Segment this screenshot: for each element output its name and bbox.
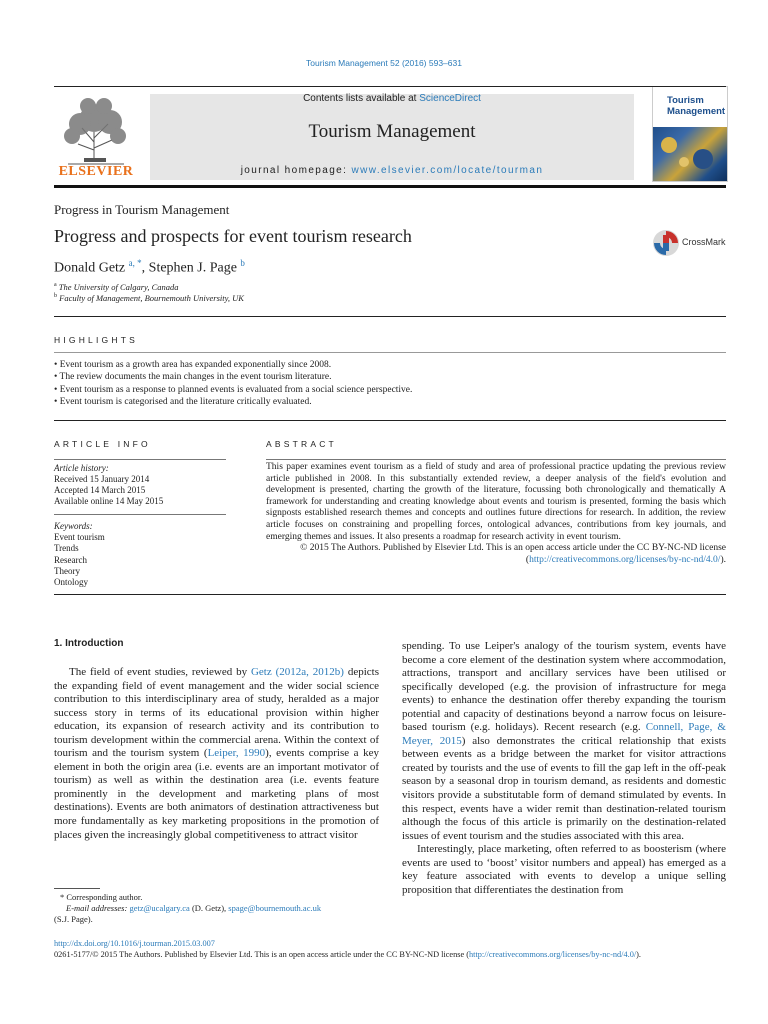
text-run: ), events comprise a key element in both the origin area (i.e. events are an important motivator of tourism) as well as within the destination area (i.e. events feature prominently in the development and marketing plans of most destinations). Events are both animators of destination attractiveness but more fundamentally as key marketing propositions in the promotion of places given the increasingly global competitiveness to attract visitor <box>54 747 380 841</box>
affil-a-marker: a <box>54 282 57 289</box>
cover-title-line2: Management <box>667 106 726 117</box>
journal-reference[interactable]: Tourism Management 52 (2016) 593–631 <box>306 58 462 68</box>
homepage-prefix: journal homepage: <box>240 165 352 176</box>
footnote-corr-text: Corresponding author. <box>66 892 143 902</box>
author-line <box>54 258 245 277</box>
footnote-corresponding <box>54 892 142 903</box>
online-date: Available online 14 May 2015 <box>54 496 164 506</box>
author-getz-affil-link[interactable]: a, * <box>128 258 142 268</box>
author-separator: , <box>141 260 149 276</box>
abstract-bottom-rule <box>54 594 726 595</box>
received-date: Received 15 January 2014 <box>54 474 150 484</box>
intro-right-column <box>402 640 726 897</box>
crossmark-button[interactable] <box>652 228 732 260</box>
doi-link[interactable]: http://dx.doi.org/10.1016/j.tourman.2015.03.007 <box>54 939 215 948</box>
intro-heading: 1. Introduction <box>54 638 124 649</box>
intro-paragraph <box>402 640 726 843</box>
text-run: The field of event studies, reviewed by <box>69 666 251 678</box>
footnote-star: * <box>60 892 65 902</box>
highlight-text: Event tourism as a response to planned events is evaluated from a social science perspective. <box>59 385 413 395</box>
text-run: depicts the expanding field of event management and the wider social science contribution to this interdisciplinary area of study, heralded as a major success story in terms of its educational provision within higher education, its expansion of research activity and its contribution to tourism development within the commercial arena. Within the context of tourism and the tourism system ( <box>54 666 379 760</box>
contents-prefix: Contents lists available at <box>303 93 420 104</box>
abstract-license-text: © 2015 The Authors. Published by Elsevier Ltd. This is an open access article under the CC BY-NC-ND license ( <box>300 543 726 565</box>
sciencedirect-link[interactable]: ScienceDirect <box>419 93 481 104</box>
homepage-link[interactable]: www.elsevier.com/locate/tourman <box>351 165 544 176</box>
accepted-date: Accepted 14 March 2015 <box>54 485 146 495</box>
email-getz-link[interactable]: getz@ucalgary.ca <box>129 903 190 913</box>
cover-title-line1: Tourism <box>667 95 704 106</box>
author-page-affil-link[interactable]: b <box>240 258 245 268</box>
author-getz: Donald Getz <box>54 260 126 276</box>
affil-b-text: Faculty of Management, Bournemouth University, UK <box>59 293 244 303</box>
article-info-heading: ARTICLE INFO <box>54 439 151 449</box>
crossmark-icon <box>652 228 680 258</box>
keyword: Event tourism <box>54 532 105 542</box>
highlights-top-rule <box>54 316 726 317</box>
abstract-heading: ABSTRACT <box>266 439 337 449</box>
highlight-item: • Event tourism is categorised and the literature critically evaluated. <box>54 397 312 407</box>
journal-cover[interactable] <box>652 86 728 182</box>
highlight-item: • Event tourism as a growth area has expanded exponentially since 2008. <box>54 360 332 370</box>
footnote-rule <box>54 888 100 889</box>
footnote-emails <box>54 903 379 914</box>
elsevier-wordmark[interactable]: ELSEVIER <box>58 164 134 179</box>
highlight-text: The review documents the main changes in the event tourism literature. <box>59 372 332 382</box>
header-bottom-rule <box>54 185 726 188</box>
footer-license-end: ). <box>636 950 641 959</box>
cover-image <box>653 127 727 181</box>
highlight-item: • The review documents the main changes in the event tourism literature. <box>54 372 332 382</box>
abstract-rule <box>266 459 726 460</box>
footer-license <box>54 950 641 959</box>
affiliation-b <box>54 293 244 303</box>
footnote-page-name: (S.J. Page). <box>54 914 93 924</box>
keyword: Theory <box>54 566 80 576</box>
affil-a-text: The University of Calgary, Canada <box>58 282 179 292</box>
highlights-bottom-rule <box>54 420 726 421</box>
article-history-label: Article history: <box>54 463 109 473</box>
highlights-underline <box>54 352 726 353</box>
article-info-rule <box>54 459 226 460</box>
keyword: Research <box>54 555 87 565</box>
footer-license-text: 0261-5177/© 2015 The Authors. Published by Elsevier Ltd. This is an open access article under the CC BY-NC-ND license ( <box>54 950 470 959</box>
journal-homepage <box>150 165 634 176</box>
journal-title: Tourism Management <box>308 121 476 142</box>
email-label: E-mail addresses: <box>66 903 130 913</box>
abstract-license <box>266 543 726 566</box>
highlights-heading: HIGHLIGHTS <box>54 335 138 345</box>
email-page-link[interactable]: spage@bournemouth.ac.uk <box>228 903 322 913</box>
intro-paragraph: Interestingly, place marketing, often referred to as boosterism (where events are used to ‘boost’ visitor numbers and appeal) has emerged as a key feature associated with events to develop a unique selling proposition that differentiates the destination from <box>402 843 726 896</box>
cover-title <box>667 95 725 117</box>
citation-leiper-link[interactable]: Leiper, 1990 <box>207 747 266 760</box>
text-run: ) also demonstrates the critical relationship that exists between events as a bridge between the market for visitor attractions created by tourists and the use of events to fill the gap left in the off-peak season by a seasonal drop in tourism demand, as residents and domestic visitors provide a substitutable form of demand stimulated by events. In this respect, events have a wider remit than destination-related tourism although the focus of this article is primarily on the destination-related issues of event tourism and the studies associated with this area. <box>402 734 726 842</box>
citation-connell-link[interactable]: Connell, Page, & Meyer, 2015 <box>402 721 726 747</box>
keywords-rule <box>54 514 226 515</box>
keyword: Trends <box>54 543 79 553</box>
header-top-rule <box>54 86 726 87</box>
highlight-text: Event tourism as a growth area has expanded exponentially since 2008. <box>59 360 332 370</box>
email-getz-name: (D. Getz), <box>189 903 229 913</box>
highlight-item: • Event tourism as a response to planned events is evaluated from a social science perspective. <box>54 385 413 395</box>
keyword: Ontology <box>54 577 89 587</box>
crossmark-label: CrossMark <box>682 237 726 247</box>
highlight-text: Event tourism is categorised and the literature critically evaluated. <box>59 397 312 407</box>
author-page: Stephen J. Page <box>148 260 237 276</box>
abstract-license-link[interactable]: http://creativecommons.org/licenses/by-nc-nd/4.0/ <box>529 554 721 565</box>
abstract-license-end: ). <box>720 554 726 565</box>
abstract-body <box>266 462 726 566</box>
keywords-label: Keywords: <box>54 521 93 531</box>
contents-line <box>150 93 634 104</box>
footer-license-link[interactable]: http://creativecommons.org/licenses/by-nc-nd/4.0/ <box>469 950 637 959</box>
article-section: Progress in Tourism Management <box>54 202 230 217</box>
intro-left-column <box>54 666 379 842</box>
intro-paragraph <box>54 666 379 842</box>
article-title: Progress and prospects for event tourism research <box>54 226 412 246</box>
affiliation-a <box>54 282 179 292</box>
abstract-text: This paper examines event tourism as a field of study and area of professional practice updating the previous review article published in 2008. In this substantially extended review, a deeper analysis of the field's evolution and development is presented, charting the growth of the literature, focussing both chronologically and thematically A framework for understanding and creating knowledge about events and tourism is presented, forming the basis which signposts established research themes and concepts and outlines future directions for research. In addition, the review article focuses on constraining and propelling forces, ontological advances, contributions from key journals, and emerging themes and issues. It also presents a roadmap for research activity in event tourism. <box>266 462 726 542</box>
citation-getz-link[interactable]: Getz (2012a, 2012b) <box>250 666 344 678</box>
text-run: spending. To use Leiper's analogy of the tourism system, events have become a core element of the destination system where accommodation, attractions, transport and ancillary services have been utilised or specifically developed (e.g. the provision of infrastructure for mega events) to enhance the destination offer thereby expanding the tourism potential and capacity of destinations beyond a narrow focus on leisure-based tourism (e.g. holidays). Recent research (e.g. <box>402 640 726 734</box>
affil-b-marker: b <box>54 293 57 300</box>
